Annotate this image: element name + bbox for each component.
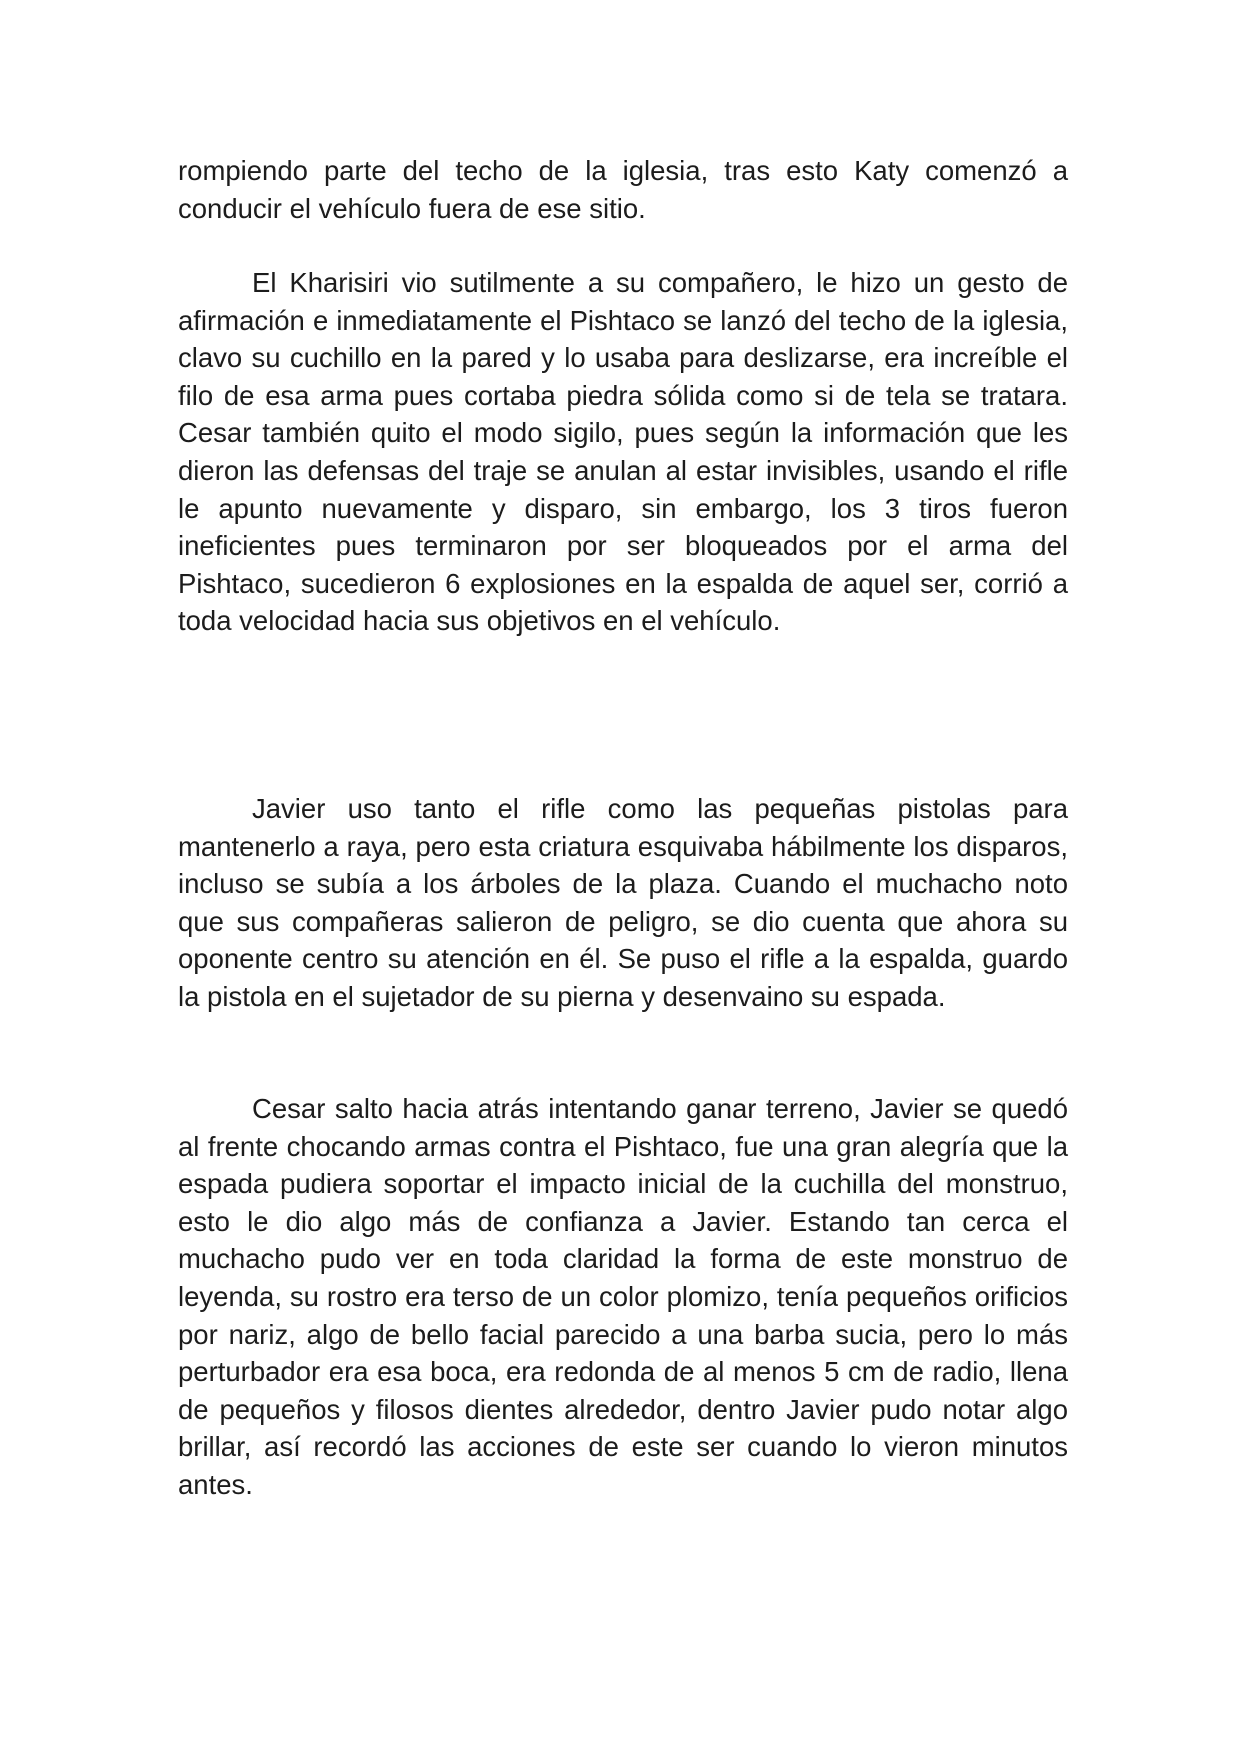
paragraph-kharisiri: El Kharisiri vio sutilmente a su compañero, le hizo un gesto de afirmación e inmediatamente el Pishtaco se lanzó del techo de la iglesia, clavo su cuchillo en la pared y lo usaba para deslizarse, era increíble el filo de esa arma pues cortaba piedra sólida como si de tela se tratara. Cesar también quito el modo sigilo, pues según la información que les dieron las defensas del traje se anulan al estar invisibles, usando el rifle le apunto nuevamente y disparo, sin embargo, los 3 tiros fueron ineficientes pues terminaron por ser bloqueados por el arma del Pishtaco, sucedieron 6 explosiones en la espalda de aquel ser, corrió a toda velocidad hacia sus objetivos en el vehículo. <box>178 267 1068 637</box>
paragraph-javier-rifle: Javier uso tanto el rifle como las pequeñas pistolas para mantenerlo a raya, pero esta criatura esquivaba hábilmente los disparos, incluso se subía a los árboles de la plaza. Cuando el muchacho noto que sus compañeras salieron de peligro, se dio cuenta que ahora su oponente centro su atención en él. Se puso el rifle a la espalda, guardo la pistola en el sujetador de su pierna y desenvaino su espada. <box>178 793 1068 1012</box>
paragraph-cesar-salto: Cesar salto hacia atrás intentando ganar terreno, Javier se quedó al frente chocando armas contra el Pishtaco, fue una gran alegría que la espada pudiera soportar el impacto inicial de la cuchilla del monstruo, esto le dio algo más de confianza a Javier. Estando tan cerca el muchacho pudo ver en toda claridad la forma de este monstruo de leyenda, su rostro era terso de un color plomizo, tenía pequeños orificios por nariz, algo de bello facial parecido a una barba sucia, pero lo más perturbador era esa boca, era redonda de al menos 5 cm de radio, llena de pequeños y filosos dientes alrededor, dentro Javier pudo notar algo brillar, así recordó las acciones de este ser cuando lo vieron minutos antes. <box>178 1093 1068 1500</box>
paragraph-continuation: rompiendo parte del techo de la iglesia, tras esto Katy comenzó a conducir el vehículo fuera de ese sitio. <box>178 155 1068 224</box>
